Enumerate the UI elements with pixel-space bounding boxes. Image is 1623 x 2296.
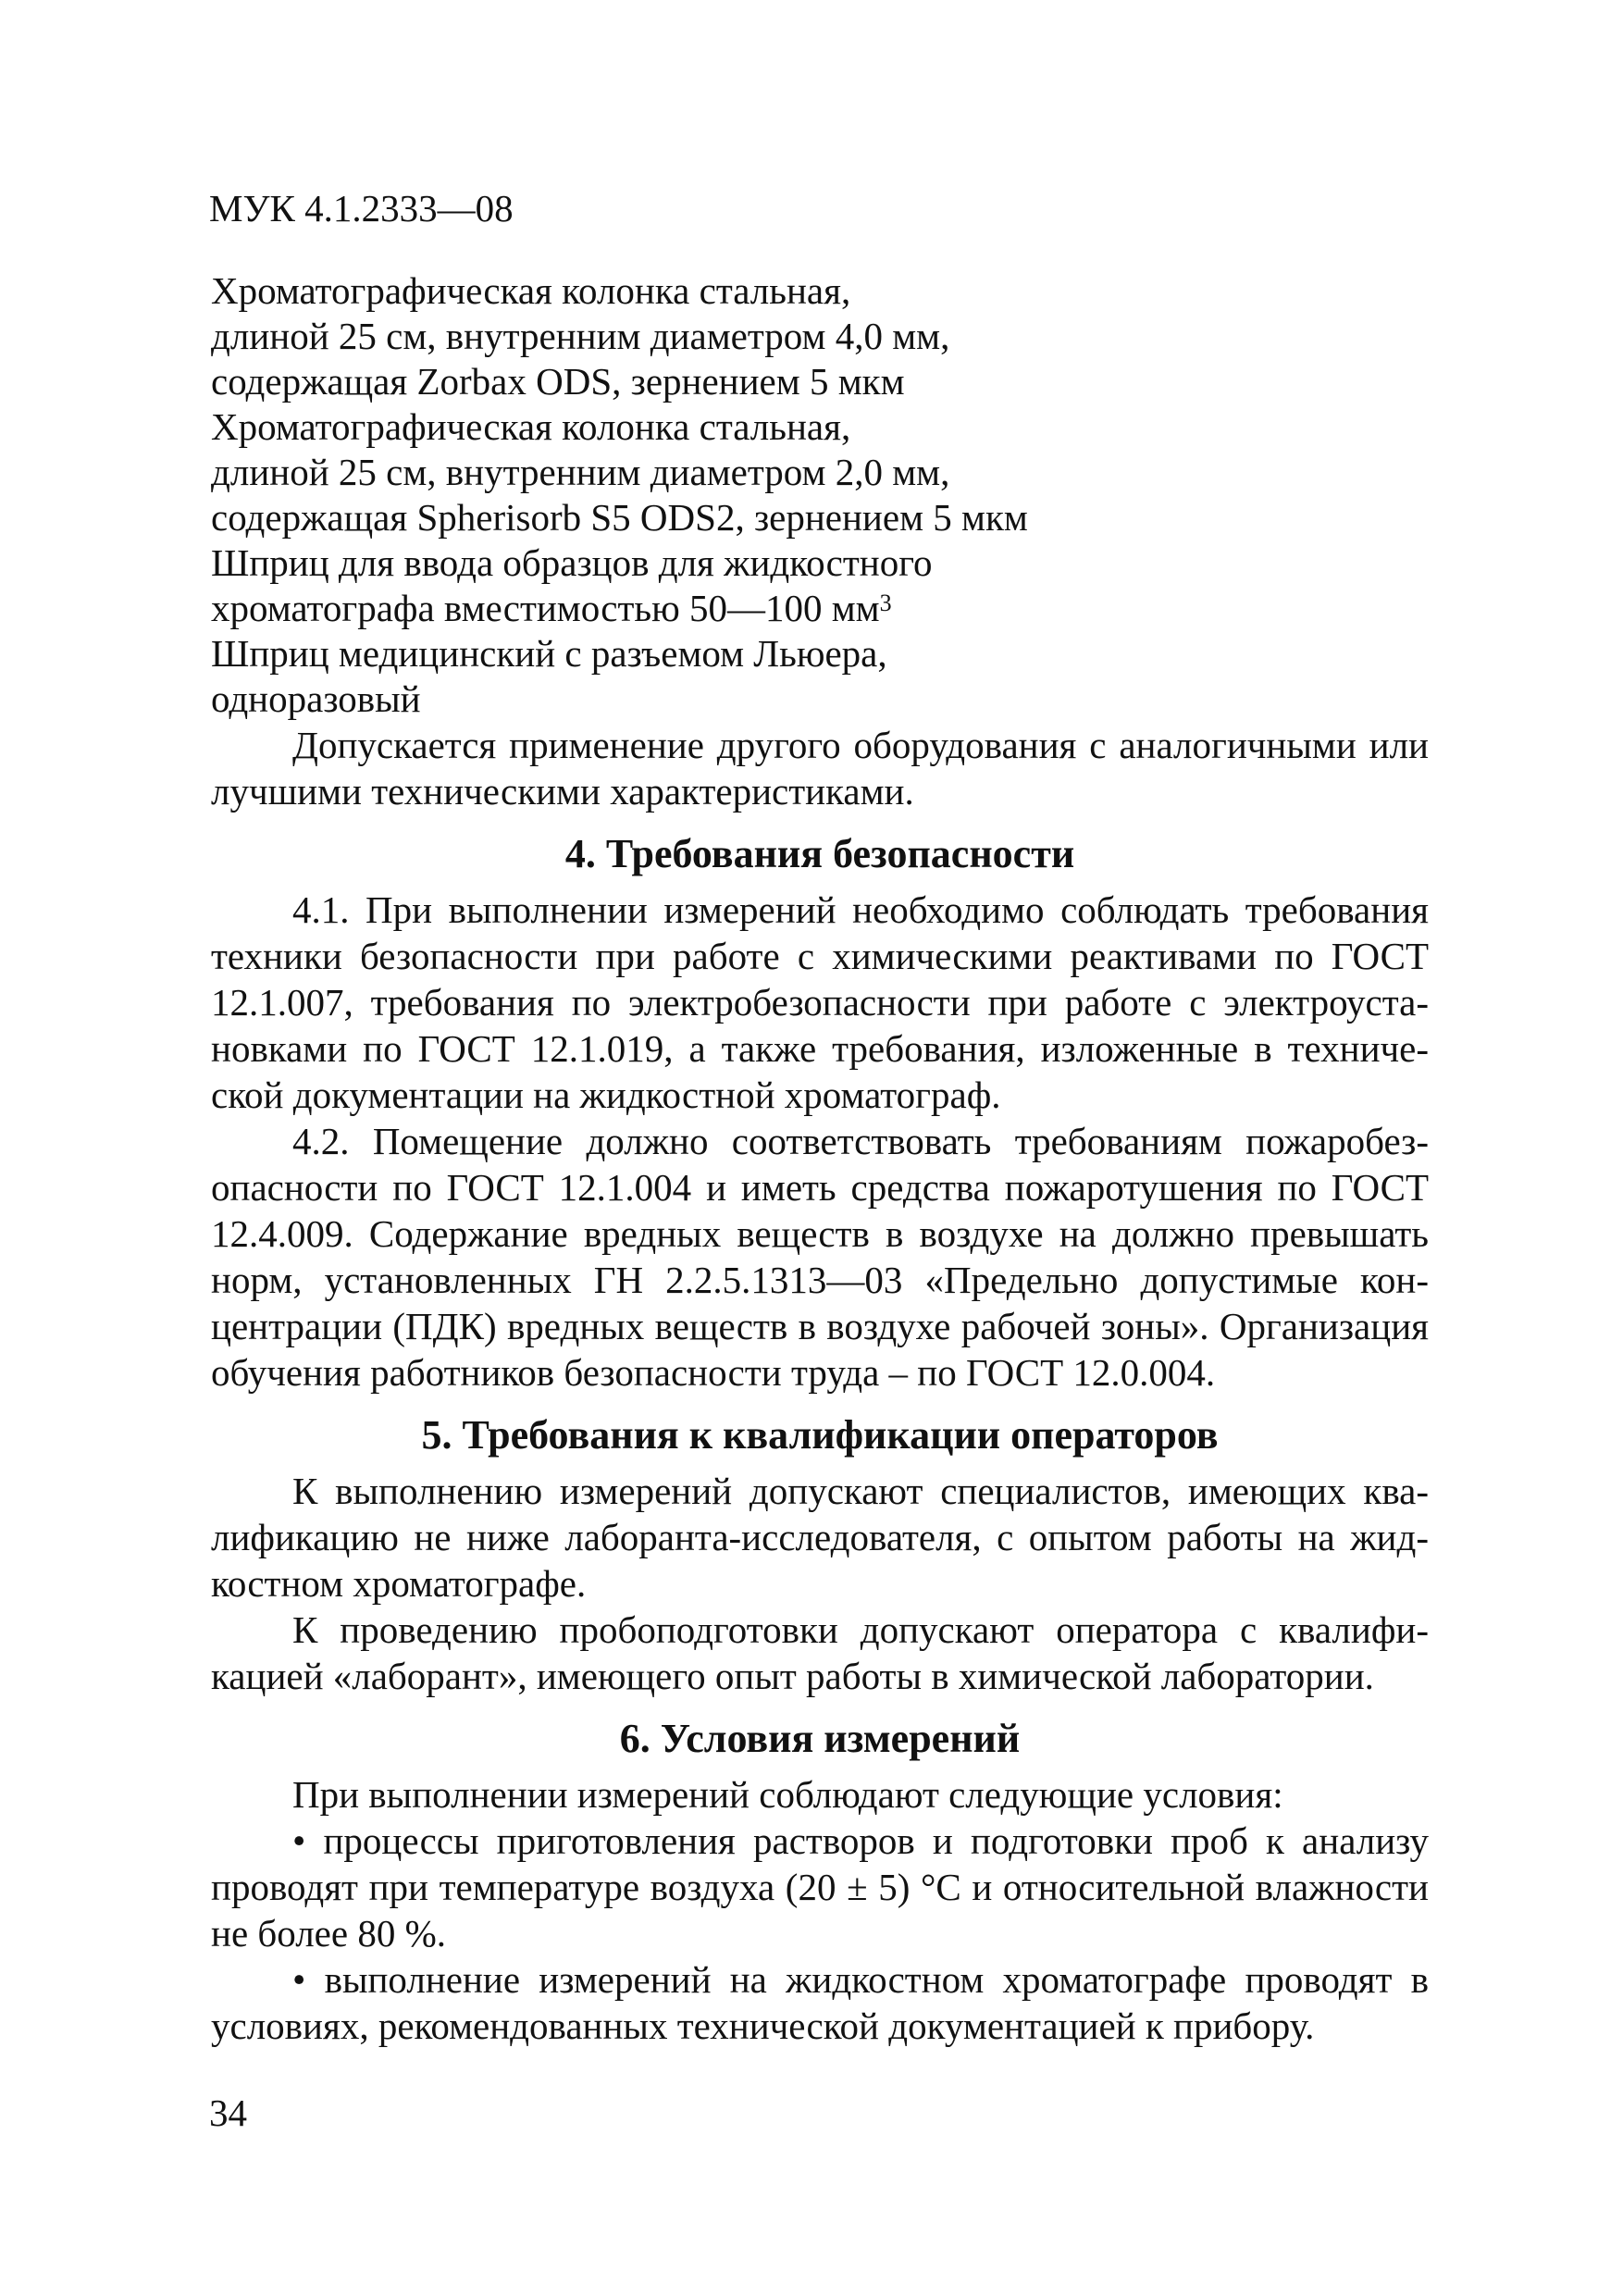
equipment-line: Хроматографическая колонка стальная, [211,405,851,448]
section-heading-conditions: 6. Условия измерений [619,1716,1021,1761]
equipment-line: длиной 25 см, внутренним диаметром 4,0 мм, [211,315,950,357]
paragraph-5-2: К проведению пробоподготовки допускают оператора с квалификацией «лаборант», имеющего опыт работы в химической лаборатории. [211,1608,1429,1697]
page-number: 34 [209,2091,247,2134]
section-heading-safety: 4. Требования безопасности [564,831,1075,876]
equipment-line: содержащая Zorbax ODS, зернением 5 мкм [211,360,905,403]
equipment-note: Допускается применение другого оборудования с аналогичными или лучшими техническими характеристиками. [211,724,1429,813]
equipment-line: содержащая Spherisorb S5 ODS2, зернением 5 мкм [211,496,1028,539]
equipment-line: одноразовый [211,677,421,720]
equipment-line: длиной 25 см, внутренним диаметром 2,0 мм, [211,451,950,493]
paragraph-4-2: 4.2. Помещение должно соответствовать требованиям пожаробезопасности по ГОСТ 12.1.004 и иметь средства пожаротушения по ГОСТ 12.4.009. Содержание вредных веществ в воздухе на должно превышать норм, установленных ГН 2.2.5.1313—03 «Предельно допустимые концентрации (ПДК) вредных веществ в воздухе рабочей зоны». Организация обучения работников безопасности труда – по ГОСТ 12.0.004. [211,1120,1429,1394]
equipment-line: Хроматографическая колонка стальная, [211,269,851,312]
equipment-line: Шприц медицинский с разъемом Льюера, [211,632,887,675]
equipment-list [211,268,1429,722]
running-header: МУК 4.1.2333—08 [209,187,514,230]
paragraph-5-1: К выполнению измерений допускают специалистов, имеющих квалификацию не ниже лаборанта-исследователя, с опытом работы на жидкостном хроматографе. [211,1470,1429,1605]
section-heading-qualification: 5. Требования к квалификации операторов [421,1412,1219,1458]
equipment-line-syringe [211,586,1429,631]
page-content [211,268,1429,2049]
paragraph-6-intro: При выполнении измерений соблюдают следующие условия: [292,1773,1283,1816]
paragraph-4-1: 4.1. При выполнении измерений необходимо соблюдать требования техники безопасности при работе с химическими реактивами по ГОСТ 12.1.007, требования по электробезопасности при работе с электроустановками по ГОСТ 12.1.019, а также требования, изложенные в технической документации на жидкостной хроматограф. [211,888,1429,1116]
cubic-superscript: 3 [879,590,892,616]
bullet-item-instrument: • выполнение измерений на жидкостном хроматографе проводят в условиях, рекомендованных технической документацией к прибору. [211,1958,1429,2047]
syringe-text: хроматографа вместимостью 50—100 мм [211,587,880,629]
equipment-line: Шприц для ввода образцов для жидкостного [211,541,933,584]
bullet-item-temperature: • процессы приготовления растворов и подготовки проб к анализу проводят при температуре воздуха (20 ± 5) °С и относительной влажности не более 80 %. [211,1819,1429,1955]
